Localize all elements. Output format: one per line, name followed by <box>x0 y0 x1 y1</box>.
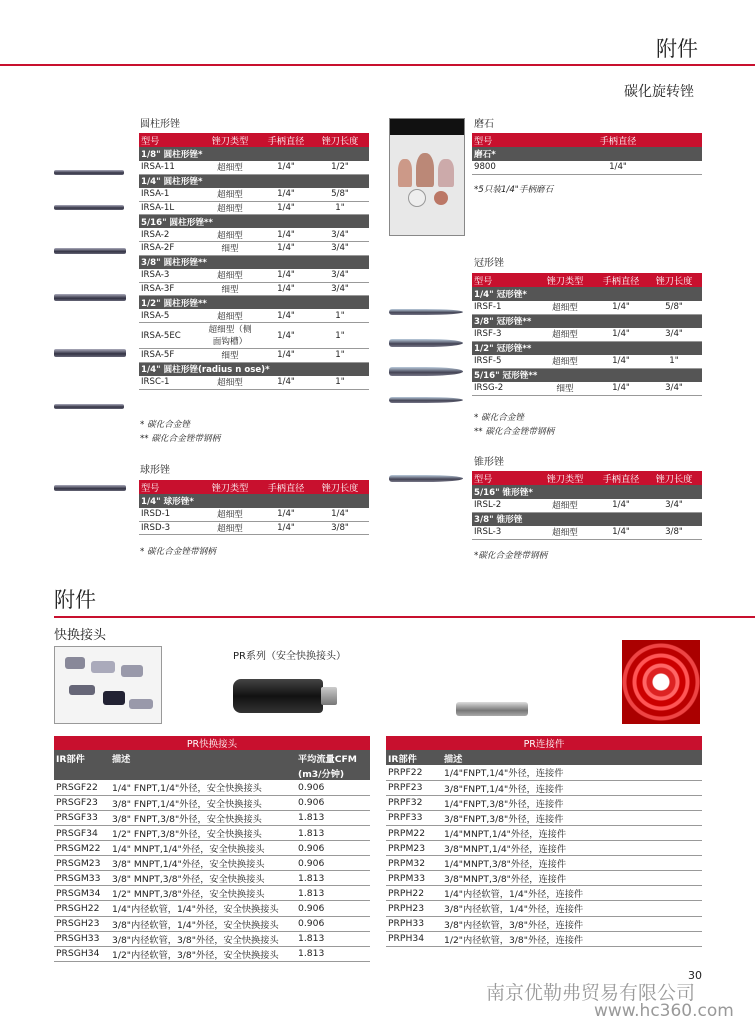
cell: 1.813 <box>296 825 370 840</box>
col-header: 型号 <box>472 133 534 147</box>
category-row: 3/8" 圆柱形锉** <box>139 255 369 269</box>
category-row: 5/16" 冠形锉** <box>472 368 702 382</box>
cell: 3/8"MNPT,3/8"外径，连接件 <box>442 871 702 886</box>
cell-d: 1/4" <box>261 376 311 390</box>
crown-table <box>472 273 702 396</box>
cell-m: IRSC-1 <box>139 376 199 390</box>
category-row: 5/16" 锥形锉* <box>472 485 702 499</box>
col-flow: 平均流量CFM <box>296 750 370 765</box>
cell: 3/8"MNPT,1/4"外径，连接件 <box>442 841 702 856</box>
cell-m: IRSF-1 <box>472 301 534 315</box>
cell-l: 1" <box>311 323 369 349</box>
pr-coupler-table <box>54 736 370 962</box>
table-row <box>472 382 702 396</box>
cell-l: 3/8" <box>646 526 702 540</box>
table-row <box>386 901 702 916</box>
col-part: IR部件 <box>386 750 442 765</box>
cell-m: IRSA-3F <box>139 282 199 296</box>
cell: 1/4" FNPT,1/4"外径，安全快换接头 <box>110 780 296 795</box>
table-row <box>139 188 369 202</box>
cell-m: IRSL-3 <box>472 526 534 540</box>
category-row: 3/8" 锥形锉 <box>472 512 702 526</box>
cell-l: 1" <box>311 376 369 390</box>
col-header: 型号 <box>139 133 199 147</box>
cell-t: 超细型 <box>534 301 596 315</box>
cell-m: IRSA-5EC <box>139 323 199 349</box>
cell: 3/8" FNPT,1/4"外径，安全快换接头 <box>110 795 296 810</box>
category-row: 1/4" 球形锉* <box>139 494 369 508</box>
accessories-rule <box>54 616 755 618</box>
cell: PRSGH23 <box>54 916 110 931</box>
cell-t: 超细型 <box>199 376 261 390</box>
cell-d: 1/4" <box>261 323 311 349</box>
cell: 0.906 <box>296 916 370 931</box>
cell: PRSGH22 <box>54 901 110 916</box>
crown-note-2: ** 碳化合金锉带钢柄 <box>474 427 555 437</box>
cell: 1/2" FNPT,3/8"外径，安全快换接头 <box>110 825 296 840</box>
cell: 0.906 <box>296 841 370 856</box>
cell-m: IRSG-2 <box>472 382 534 396</box>
cell-d: 1/4" <box>534 161 702 175</box>
table-row <box>54 810 370 825</box>
table-row <box>139 323 369 349</box>
cell-l: 3/4" <box>646 499 702 513</box>
table-row <box>139 161 369 175</box>
category-row: 3/8" 冠形锉** <box>472 314 702 328</box>
table-row <box>54 901 370 916</box>
cell-m: 9800 <box>472 161 534 175</box>
cell: 1.813 <box>296 871 370 886</box>
cell-t: 超细型 <box>534 499 596 513</box>
ball-burr-image <box>54 485 126 491</box>
cell-t: 细型 <box>534 382 596 396</box>
table-row <box>472 499 702 513</box>
pr-plug-table-header: PR连接件 <box>386 736 702 750</box>
table-row <box>54 780 370 795</box>
col-header: 手柄直径 <box>534 133 702 147</box>
cell: 3/8" FNPT,3/8"外径，安全快换接头 <box>110 810 296 825</box>
cell: 0.906 <box>296 780 370 795</box>
cell: 0.906 <box>296 795 370 810</box>
cell-d: 1/4" <box>261 161 311 175</box>
cell-m: IRSD-3 <box>139 521 199 535</box>
cell-t: 超细型 <box>199 508 261 522</box>
table-row <box>139 228 369 242</box>
table-row <box>386 856 702 871</box>
cell-l: 5/8" <box>646 301 702 315</box>
table-row <box>54 841 370 856</box>
cell: 0.906 <box>296 856 370 871</box>
cell-d: 1/4" <box>261 309 311 323</box>
cell-m: IRSA-2F <box>139 242 199 256</box>
col-header: 锉刀长度 <box>311 133 369 147</box>
cell: 1/4"FNPT,1/4"外径，连接件 <box>442 765 702 780</box>
col-header: 锉刀长度 <box>311 480 369 494</box>
cyl-note-2: ** 碳化合金锉带钢柄 <box>140 434 221 444</box>
cell-t <box>199 323 261 349</box>
cell-l: 1" <box>646 355 702 369</box>
table-row <box>386 841 702 856</box>
crown-title: 冠形锉 <box>474 258 504 269</box>
crown-note-1: * 碳化合金锉 <box>474 413 524 423</box>
cell-m: IRSA-1 <box>139 188 199 202</box>
col-header: 型号 <box>472 273 534 287</box>
cell: PRSGM33 <box>54 871 110 886</box>
stone-note: *5只装1/4"手柄磨石 <box>474 185 554 195</box>
cone-table <box>472 471 702 540</box>
section-subtitle: 碳化旋转锉 <box>624 84 694 100</box>
cell: PRSGM23 <box>54 856 110 871</box>
table-row <box>54 946 370 961</box>
cell: 3/8" MNPT,3/8"外径，安全快换接头 <box>110 871 296 886</box>
cell: PRPF22 <box>386 765 442 780</box>
pr-plug-image <box>456 702 528 716</box>
cell: 1.813 <box>296 946 370 961</box>
table-row <box>139 201 369 215</box>
cell: 1.813 <box>296 886 370 901</box>
cell: 1/4"MNPT,1/4"外径，连接件 <box>442 825 702 840</box>
cell: PRSGM22 <box>54 841 110 856</box>
cell: PRPF32 <box>386 795 442 810</box>
cell-l: 3/8" <box>311 521 369 535</box>
cell: PRSGH34 <box>54 946 110 961</box>
cell-d: 1/4" <box>261 201 311 215</box>
table-row <box>386 916 702 931</box>
cell-d: 1/4" <box>261 508 311 522</box>
cell: 1/4"MNPT,3/8"外径，连接件 <box>442 856 702 871</box>
cell-l: 1" <box>311 309 369 323</box>
table-row <box>472 301 702 315</box>
burr-image <box>54 205 124 210</box>
cell-d: 1/4" <box>596 301 646 315</box>
grinding-stone-package-image <box>389 118 465 236</box>
cell: 1/4"内径软管，1/4"外径，连接件 <box>442 886 702 901</box>
table-row <box>386 871 702 886</box>
cell: 3/8"FNPT,1/4"外径，连接件 <box>442 780 702 795</box>
table-row <box>139 376 369 390</box>
cell-t: 超细型 <box>199 201 261 215</box>
crown-burr-image <box>389 309 463 315</box>
burr-image <box>54 170 124 175</box>
cell-t: 超细型 <box>199 309 261 323</box>
watermark-company: 南京优勒弗贸易有限公司 <box>486 982 696 1004</box>
cell: PRSGF23 <box>54 795 110 810</box>
cell: PRPF33 <box>386 810 442 825</box>
cell: 3/8" MNPT,1/4"外径，安全快换接头 <box>110 856 296 871</box>
crown-burr-image <box>389 339 463 347</box>
table-row <box>386 810 702 825</box>
cell: 1.813 <box>296 810 370 825</box>
cell: 3/8"内径软管，3/8"外径，连接件 <box>442 916 702 931</box>
col-header: 锉刀类型 <box>199 480 261 494</box>
table-row <box>386 931 702 946</box>
category-row: 1/4" 冠形锉* <box>472 287 702 301</box>
cell-t: 超细型 <box>199 161 261 175</box>
table-row <box>54 916 370 931</box>
cone-note: *碳化合金锉带钢柄 <box>474 551 548 561</box>
cell: PRSGF34 <box>54 825 110 840</box>
cell: PRPH22 <box>386 886 442 901</box>
page-title: 附件 <box>656 37 698 61</box>
cell-l: 3/4" <box>311 228 369 242</box>
cell-m: IRSA-1L <box>139 201 199 215</box>
cell-m: IRSF-3 <box>472 328 534 342</box>
col-desc: 描述 <box>110 750 296 765</box>
cell-d: 1/4" <box>596 526 646 540</box>
cell: 3/8"FNPT,3/8"外径，连接件 <box>442 810 702 825</box>
table-row <box>472 161 702 175</box>
cell-l: 1/4" <box>311 508 369 522</box>
col-header: 锉刀类型 <box>534 471 596 485</box>
col-header: 型号 <box>139 480 199 494</box>
cell: 0.906 <box>296 901 370 916</box>
table-row <box>386 765 702 780</box>
table-row <box>54 931 370 946</box>
cell-d: 1/4" <box>596 355 646 369</box>
cell-m: IRSA-5F <box>139 349 199 363</box>
cyl-table <box>139 133 369 390</box>
cell-t: 超细型 <box>199 188 261 202</box>
cell-t: 超细型 <box>199 228 261 242</box>
cell: PRPM32 <box>386 856 442 871</box>
table-row <box>54 856 370 871</box>
table-row <box>139 508 369 522</box>
cell-t: 细型 <box>199 242 261 256</box>
cell: PRPM22 <box>386 825 442 840</box>
cell-m: IRSA-5 <box>139 309 199 323</box>
table-row <box>54 795 370 810</box>
cell-d: 1/4" <box>261 228 311 242</box>
cell: PRSGF22 <box>54 780 110 795</box>
col-header: 手柄直径 <box>596 471 646 485</box>
ball-note: * 碳化合金锉带钢柄 <box>140 547 216 557</box>
col-header: 锉刀长度 <box>646 471 702 485</box>
watermark-url: www.hc360.com <box>594 1001 734 1021</box>
cell-m: IRSA-3 <box>139 269 199 283</box>
cone-burr-image <box>389 475 463 482</box>
col-header: 锉刀长度 <box>646 273 702 287</box>
cell-d: 1/4" <box>596 328 646 342</box>
cell-m: IRSA-11 <box>139 161 199 175</box>
cell: 1/4"FNPT,3/8"外径，连接件 <box>442 795 702 810</box>
table-row <box>54 886 370 901</box>
header-rule <box>0 64 755 66</box>
burr-image <box>54 248 126 254</box>
col-desc: 描述 <box>442 750 702 765</box>
cyl-note-1: * 碳化合金锉 <box>140 420 190 430</box>
cell: 3/8"内径软管，3/8"外径，安全快换接头 <box>110 931 296 946</box>
col-header: 手柄直径 <box>261 480 311 494</box>
cell: PRSGH33 <box>54 931 110 946</box>
col-part: IR部件 <box>54 750 110 765</box>
table-row <box>472 328 702 342</box>
cell-t: 超细型 <box>534 526 596 540</box>
cell-l: 1" <box>311 201 369 215</box>
category-row: 1/2" 圆柱形锉** <box>139 296 369 310</box>
cell-m: IRSA-2 <box>139 228 199 242</box>
cone-title: 锥形锉 <box>474 457 504 468</box>
table-row <box>139 521 369 535</box>
cell-t: 超细型 <box>534 328 596 342</box>
cell-l: 5/8" <box>311 188 369 202</box>
cell: 1.813 <box>296 931 370 946</box>
cell-type-cont: 面钩槽） <box>212 336 248 347</box>
cell-d: 1/4" <box>596 499 646 513</box>
col-header: 型号 <box>472 471 534 485</box>
ball-title: 球形锉 <box>140 465 170 476</box>
cell-d: 1/4" <box>596 382 646 396</box>
pr-series-label: PR系列（安全快换接头） <box>233 651 346 662</box>
cell-m: IRSD-1 <box>139 508 199 522</box>
cell-type: 超细型（侧 <box>208 324 252 335</box>
burr-image <box>54 404 124 409</box>
cell: 3/8"内径软管，1/4"外径，安全快换接头 <box>110 916 296 931</box>
cell: PRSGF33 <box>54 810 110 825</box>
cell-l: 3/4" <box>311 282 369 296</box>
cell-l: 3/4" <box>311 242 369 256</box>
cell: PRSGM34 <box>54 886 110 901</box>
cell: PRPF23 <box>386 780 442 795</box>
cell: PRPH34 <box>386 931 442 946</box>
col-header: 锉刀类型 <box>534 273 596 287</box>
table-row <box>139 282 369 296</box>
table-row <box>386 886 702 901</box>
category-row: 1/2" 冠形锉** <box>472 341 702 355</box>
cell-d: 1/4" <box>261 242 311 256</box>
cell-d: 1/4" <box>261 521 311 535</box>
category-row: 1/4" 圆柱形锉(radius n ose)* <box>139 362 369 376</box>
cell: 3/8"内径软管，1/4"外径，连接件 <box>442 901 702 916</box>
cell-t: 细型 <box>199 282 261 296</box>
cell-d: 1/4" <box>261 269 311 283</box>
table-row <box>386 780 702 795</box>
cell-t: 细型 <box>199 349 261 363</box>
cell-l: 3/4" <box>646 382 702 396</box>
stone-table <box>472 133 702 175</box>
coupler-set-image <box>54 646 162 724</box>
cell-l: 1" <box>311 349 369 363</box>
cell: PRPH23 <box>386 901 442 916</box>
cell-d: 1/4" <box>261 349 311 363</box>
crown-burr-image <box>389 367 463 376</box>
cell-m: IRSF-5 <box>472 355 534 369</box>
table-row <box>54 871 370 886</box>
cell: PRPH33 <box>386 916 442 931</box>
pr-coupler-image <box>233 679 323 713</box>
cell-l: 3/4" <box>311 269 369 283</box>
cell-d: 1/4" <box>261 282 311 296</box>
cell-d: 1/4" <box>261 188 311 202</box>
cell: 1/4"内径软管，1/4"外径，安全快换接头 <box>110 901 296 916</box>
air-hose-image <box>622 640 700 724</box>
burr-image <box>54 349 126 357</box>
cell-t: 超细型 <box>199 269 261 283</box>
category-row: 1/8" 圆柱形锉* <box>139 147 369 161</box>
col-flow-unit: (m3/分钟) <box>296 765 370 780</box>
cell-m: IRSL-2 <box>472 499 534 513</box>
table-row <box>386 825 702 840</box>
stone-title: 磨石 <box>474 119 494 130</box>
cell: PRPM23 <box>386 841 442 856</box>
cell: 1/2" MNPT,3/8"外径，安全快换接头 <box>110 886 296 901</box>
category-row: 1/4" 圆柱形锉* <box>139 174 369 188</box>
table-row <box>472 355 702 369</box>
accessories-title: 附件 <box>54 588 96 612</box>
table-row <box>139 269 369 283</box>
burr-image <box>54 294 126 301</box>
category-row: 磨石* <box>472 147 702 161</box>
cell-l: 3/4" <box>646 328 702 342</box>
page-number: 30 <box>688 969 702 982</box>
table-row <box>139 349 369 363</box>
cell-t: 超细型 <box>534 355 596 369</box>
cyl-title: 圆柱形锉 <box>140 119 180 130</box>
cell: 1/2"内径软管，3/8"外径，连接件 <box>442 931 702 946</box>
table-row <box>54 825 370 840</box>
col-header: 手柄直径 <box>596 273 646 287</box>
col-header: 手柄直径 <box>261 133 311 147</box>
category-row: 5/16" 圆柱形锉** <box>139 215 369 229</box>
table-row <box>472 526 702 540</box>
cell: 1/4" MNPT,1/4"外径，安全快换接头 <box>110 841 296 856</box>
table-row <box>139 309 369 323</box>
cell-l: 1/2" <box>311 161 369 175</box>
table-row <box>139 242 369 256</box>
quick-coupler-title: 快换接头 <box>54 628 107 643</box>
table-row <box>386 795 702 810</box>
pr-plug-table <box>386 736 702 947</box>
crown-burr-image <box>389 397 463 403</box>
pr-coupler-table-header: PR快换接头 <box>54 736 370 750</box>
cell: PRPM33 <box>386 871 442 886</box>
cell: 1/2"内径软管，3/8"外径，安全快换接头 <box>110 946 296 961</box>
col-header: 锉刀类型 <box>199 133 261 147</box>
ball-table <box>139 480 369 535</box>
cell-t: 超细型 <box>199 521 261 535</box>
